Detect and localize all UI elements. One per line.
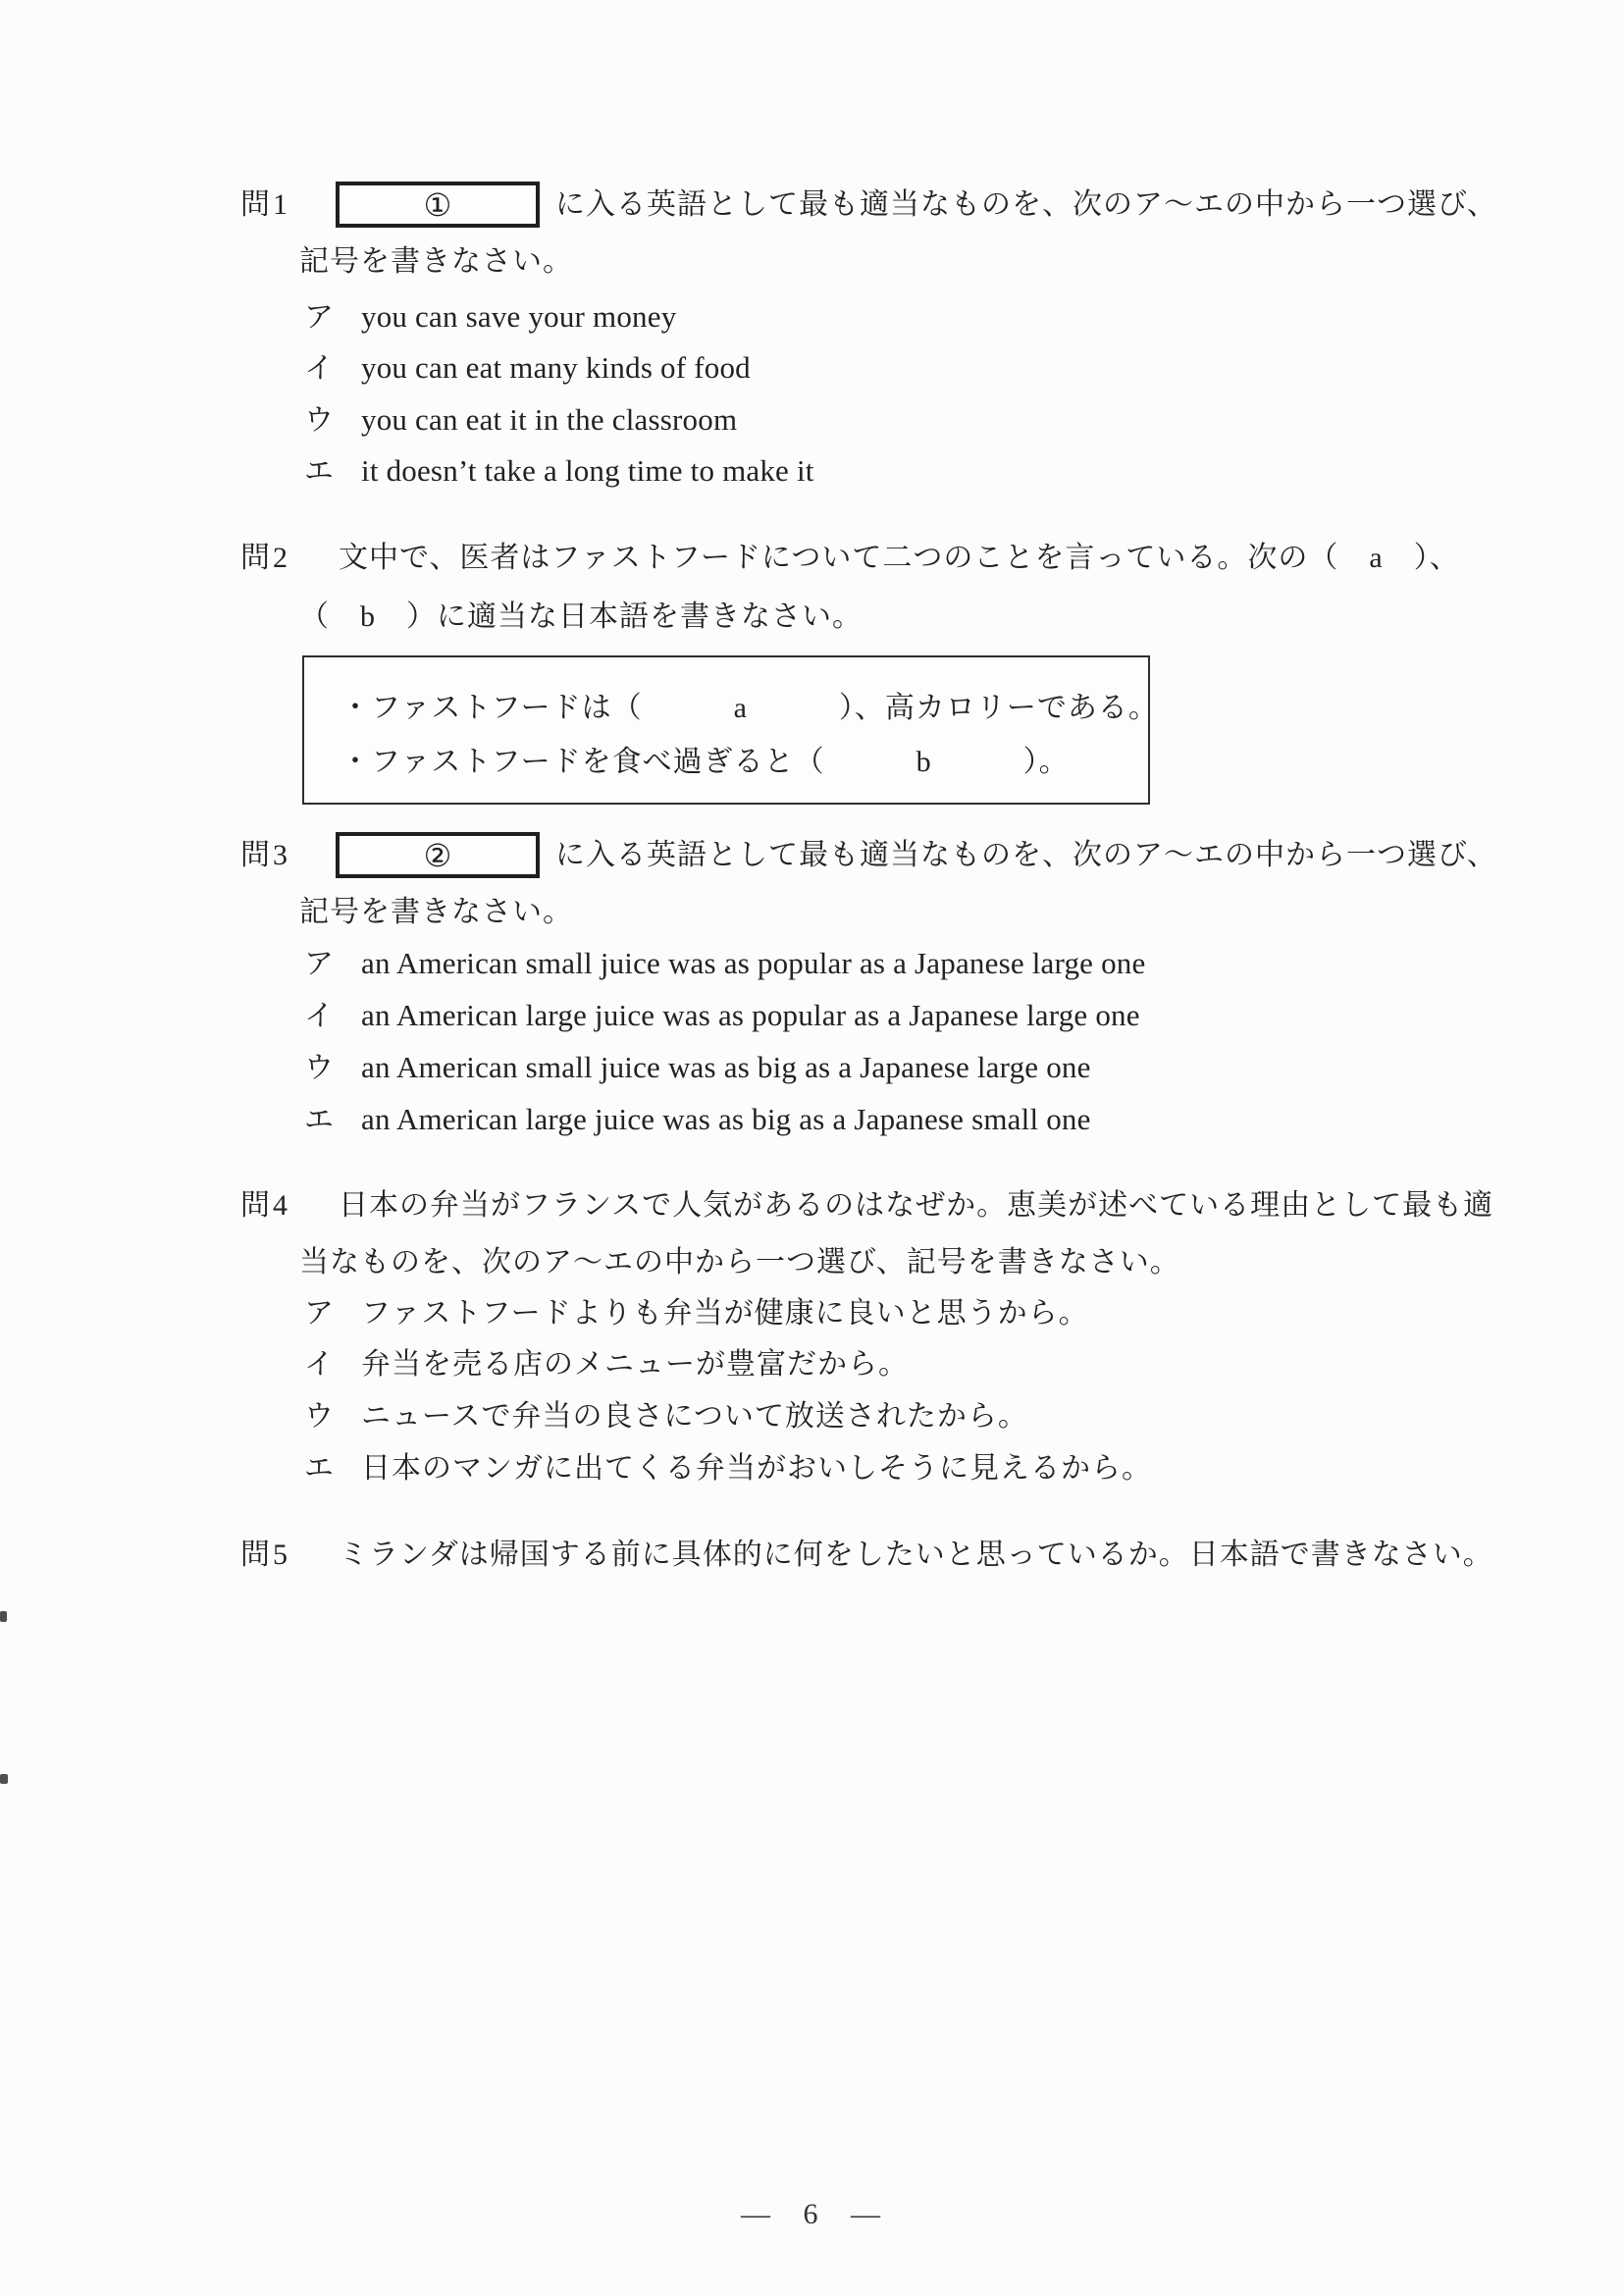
q3-option-e-marker: エ: [304, 1104, 334, 1136]
q5-header: [240, 1537, 1493, 1574]
q4-prompt-line2: 当なものを、次のア～エの中から一つ選び、記号を書きなさい。: [299, 1246, 1180, 1278]
scan-speck: [0, 1774, 8, 1784]
q4-option-a-marker: ア: [304, 1297, 334, 1330]
q1-blank-box: [336, 182, 540, 228]
page-number: — 6 —: [741, 2198, 882, 2230]
q3-prompt-line2: 記号を書きなさい。: [299, 896, 573, 928]
q1-circled-number: ①: [423, 185, 452, 224]
q3-option-e-text: an American large juice was as big as a Japanese small one: [361, 1102, 1091, 1136]
q2-prompt-line1: 文中で、医者はファストフードについて二つのことを言っている。次の（ a ）、: [339, 542, 1460, 574]
q1-option-i: [304, 349, 751, 388]
q3-option-e: [304, 1101, 1091, 1139]
q4-option-e: [304, 1450, 1152, 1487]
q3-label: 問3: [240, 838, 290, 871]
q1-option-a: [304, 298, 676, 337]
q2-answer-frame: [302, 655, 1159, 805]
q4-option-i: [304, 1346, 909, 1383]
q1-prompt-line2: 記号を書きなさい。: [299, 245, 573, 278]
q1-header: [240, 182, 1497, 228]
q4-option-u-marker: ウ: [304, 1400, 334, 1433]
q1-option-u: [304, 401, 737, 440]
q1-option-e: [304, 452, 814, 491]
q3-option-u-text: an American small juice was as big as a Japanese large one: [361, 1050, 1091, 1084]
scan-speck: [0, 1611, 7, 1622]
q1-option-a-marker: ア: [304, 301, 334, 334]
q1-option-e-text: it doesn’t take a long time to make it: [361, 453, 814, 488]
q4-option-e-text: 日本のマンガに出てくる弁当がおいしそうに見えるから。: [361, 1452, 1152, 1485]
q3-option-u-marker: ウ: [304, 1052, 334, 1084]
q3-option-i: [304, 997, 1140, 1035]
q2-header: [240, 540, 1460, 577]
q4-option-u: [304, 1398, 1028, 1435]
q4-label: 問4: [240, 1189, 290, 1222]
q4-header: [240, 1187, 1493, 1225]
q1-option-i-text: you can eat many kinds of food: [361, 350, 751, 385]
q2-frame-line2: ・ファストフードを食べ過ぎると（ b ）。: [340, 746, 1070, 778]
q3-circled-number: ②: [423, 836, 452, 874]
q3-option-a: [304, 945, 1145, 983]
q3-option-a-text: an American small juice was as popular as a Japanese large one: [361, 946, 1146, 980]
q4-option-u-text: ニュースで弁当の良さについて放送されたから。: [361, 1400, 1028, 1433]
q1-prompt-rest: に入る英語として最も適当なものを、次のア～エの中から一つ選び、: [555, 187, 1497, 221]
q5-label: 問5: [240, 1539, 290, 1571]
q3-option-i-text: an American large juice was as popular as a Japanese large one: [361, 998, 1140, 1032]
q4-option-e-marker: エ: [304, 1452, 334, 1485]
q4-option-i-text: 弁当を売る店のメニューが豊富だから。: [361, 1348, 909, 1381]
q2-frame-line1: ・ファストフードは（ a ）、高カロリーである。: [340, 692, 1159, 724]
q4-option-i-marker: イ: [304, 1348, 334, 1381]
q1-option-a-text: you can save your money: [361, 299, 677, 334]
q3-header: [240, 832, 1497, 878]
q3-blank-box: [336, 832, 540, 878]
q4-prompt-line1: 日本の弁当がフランスで人気があるのはなぜか。恵美が述べている理由として最も適: [339, 1189, 1494, 1222]
q3-prompt-rest: に入る英語として最も適当なものを、次のア～エの中から一つ選び、: [555, 838, 1497, 871]
q3-option-i-marker: イ: [304, 1000, 334, 1032]
q1-option-i-marker: イ: [304, 352, 334, 385]
q4-option-a-text: ファストフードよりも弁当が健康に良いと思うから。: [361, 1297, 1089, 1330]
q2-prompt-line2: （ b ）に適当な日本語を書きなさい。: [299, 600, 863, 633]
q5-prompt: ミランダは帰国する前に具体的に何をしたいと思っているか。日本語で書きなさい。: [339, 1539, 1493, 1571]
q1-option-e-marker: エ: [304, 455, 334, 488]
q3-option-u: [304, 1049, 1091, 1087]
q1-option-u-marker: ウ: [304, 404, 334, 437]
q3-option-a-marker: ア: [304, 948, 334, 980]
q4-option-a: [304, 1295, 1089, 1332]
q2-label: 問2: [240, 542, 290, 574]
q1-label: 問1: [240, 187, 290, 221]
q1-option-u-text: you can eat it in the classroom: [361, 402, 738, 437]
